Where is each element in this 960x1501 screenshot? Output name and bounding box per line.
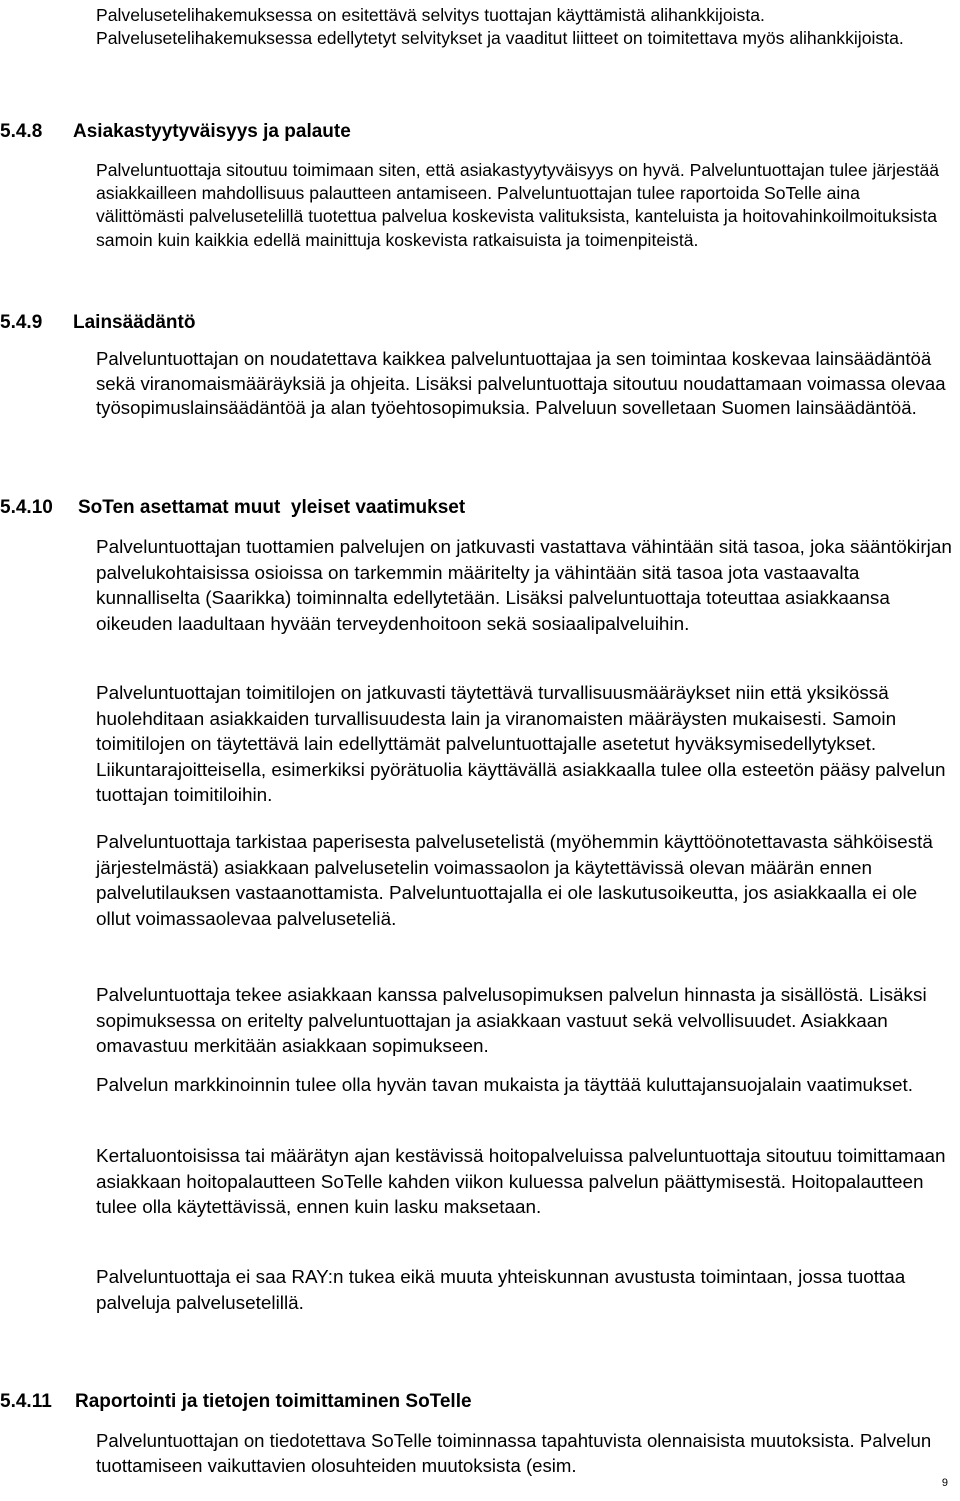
section-title: Asiakastyytyväisyys ja palaute — [73, 121, 351, 142]
paragraph: Palveluntuottajan toimitilojen on jatkuvasti täytettävä turvallisuusmääräykset niin että yksikössä huolehditaan asiakkaiden turvallisuudesta lain ja viranomaisten määräysten mukaisesti. Samoin toimitilojen on täytettävä lain edellyttämät palveluntuottajalle asetetut hyväksymisedellytykset. Liikuntarajoitteisella, esimerkiksi pyörätuolia käyttävällä asiakkaalla tulee olla esteetön pääsy palvelun tuottajan toimitiloihin. — [96, 683, 946, 807]
section-number: 5.4.11 — [0, 1391, 52, 1412]
section-heading-5-4-10 — [0, 496, 465, 520]
section-heading-5-4-11 — [0, 1390, 472, 1414]
section-number: 5.4.9 — [0, 312, 43, 333]
paragraph: Palveluntuottajan tuottamien palvelujen on jatkuvasti vastattava vähintään sitä tasoa, joka sääntökirjan palvelukohtaisissa osioissa on tarkemmin määritelty ja vähintään sitä tasoa jota vastaavalta kunnalliselta (Saarikka) toiminnalta edellytetään. Lisäksi palveluntuottaja toteuttaa asiakkaansa oikeuden laadultaan hyvään terveydenhoitoon sekä sosiaalipalveluihin. — [96, 537, 952, 635]
intro-paragraph: Palvelusetelihakemuksessa on esitettävä selvitys tuottajan käyttämistä alihankkijoista. Palvelusetelihakemuksessa edellytetyt selvitykset ja vaaditut liitteet on toimitettava myös alihankkijoista. — [96, 5, 904, 49]
page-number: 9 — [941, 1477, 948, 1489]
section-heading-5-4-9 — [0, 311, 195, 335]
paragraph: Palveluntuottajan on noudatettava kaikkea palveluntuottajaa ja sen toimintaa koskevaa lainsäädäntöä sekä viranomaismääräyksiä ja ohjeita. Lisäksi palveluntuottaja sitoutuu noudattamaan voimassa olevaa työsopimuslainsäädäntöä ja alan työehtosopimuksia. Palveluun sovelletaan Suomen lainsäädäntöä. — [96, 348, 946, 419]
section-title: Raportointi ja tietojen toimittaminen SoTelle — [75, 1391, 472, 1412]
paragraph: Palvelun markkinoinnin tulee olla hyvän tavan mukaista ja täyttää kuluttajansuojalain vaatimukset. — [96, 1075, 913, 1096]
paragraph: Palveluntuottajan on tiedotettava SoTelle toiminnassa tapahtuvista olennaisista muutoksista. Palvelun tuottamiseen vaikuttavien olosuhteiden muutoksista (esim. — [96, 1430, 932, 1476]
paragraph: Palveluntuottaja ei saa RAY:n tukea eikä muuta yhteiskunnan avustusta toimintaan, jossa tuottaa palveluja palvelusetelillä. — [96, 1267, 906, 1314]
section-title: SoTen asettamat muut yleiset vaatimukset — [78, 497, 466, 518]
paragraph: Kertaluontoisissa tai määrätyn ajan kestävissä hoitopalveluissa palveluntuottaja sitoutuu toimittamaan asiakkaan hoitopalautteen SoTelle kahden viikon kuluessa palvelun päättymisestä. Hoitopalautteen tulee olla käytettävissä, ennen kuin lasku maksetaan. — [96, 1146, 946, 1219]
paragraph: Palveluntuottaja tarkistaa paperisesta palvelusetelistä (myöhemmin käyttöönotettavasta sähköisestä järjestelmästä) asiakkaan palvelusetelin voimassaolon ja käytettävissä olevan määrän ennen palvelutilauksen vastaanottamista. Palveluntuottajalla ei ole laskutusoikeutta, jos asiakkaalla ei ole ollut voimassaolevaa palveluseteliä. — [96, 832, 933, 930]
section-number: 5.4.10 — [0, 497, 53, 518]
paragraph: Palveluntuottaja tekee asiakkaan kanssa palvelusopimuksen palvelun hinnasta ja sisällöstä. Lisäksi sopimuksessa on eritelty palveluntuottajan ja asiakkaan vastuut sekä velvollisuudet. Asiakkaan omavastuu merkitään asiakkaan sopimukseen. — [96, 985, 927, 1058]
section-number: 5.4.8 — [0, 121, 43, 142]
section-heading-5-4-8 — [0, 120, 351, 144]
section-title: Lainsäädäntö — [73, 312, 196, 333]
paragraph: Palveluntuottaja sitoutuu toimimaan siten, että asiakastyytyväisyys on hyvä. Palveluntuottajan tulee järjestää asiakkailleen mahdollisuus palautteen antamiseen. Palveluntuottajan tulee raportoida SoTelle aina välittömästi palvelusetelillä tuotettua palvelua koskevista valituksista, kanteluista ja hoitovahinkoilmoituksista samoin kuin kaikkia edellä mainittuja koskevista ratkaisuista ja toimenpiteistä. — [96, 160, 940, 250]
